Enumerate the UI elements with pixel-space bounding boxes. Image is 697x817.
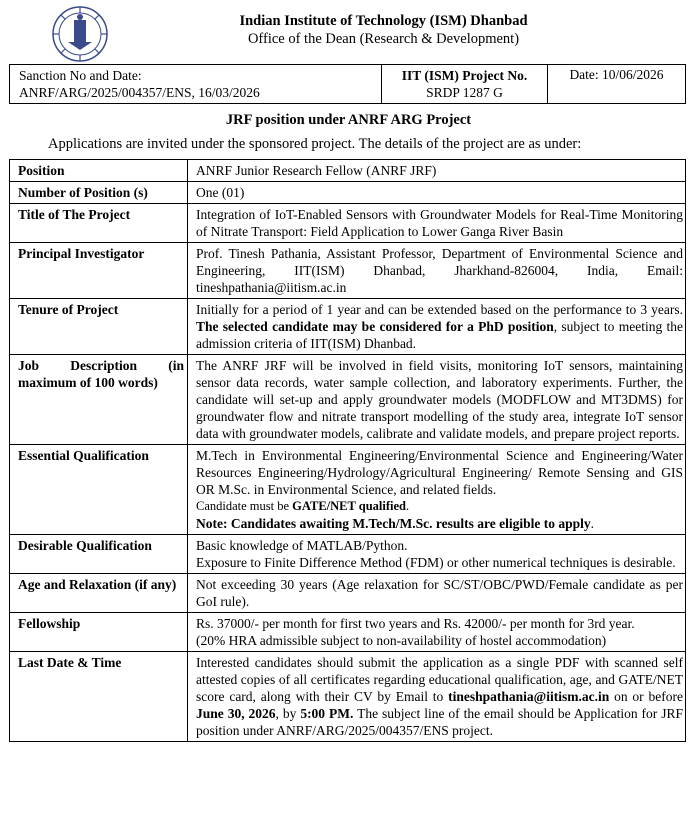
details-table bbox=[9, 159, 686, 742]
gate-prefix: Candidate must be bbox=[196, 499, 293, 513]
desirable-line-1: Basic knowledge of MATLAB/Python. bbox=[196, 538, 408, 553]
tenure-text: Initially for a period of 1 year and can be extended based on the performance to 3 years. bbox=[196, 302, 683, 317]
row-label: Last Date & Time bbox=[10, 652, 188, 742]
row-value bbox=[188, 613, 686, 652]
project-cell bbox=[382, 65, 548, 103]
issue-date: Date: 10/06/2026 bbox=[569, 67, 664, 82]
institute-name: Indian Institute of Technology (ISM) Dhanbad bbox=[239, 13, 528, 29]
project-number: SRDP 1287 G bbox=[426, 85, 503, 100]
table-row bbox=[10, 182, 686, 204]
row-label: Job Description (in maximum of 100 words) bbox=[10, 355, 188, 445]
sanction-box bbox=[9, 64, 686, 104]
project-label: IIT (ISM) Project No. bbox=[401, 68, 528, 83]
by-text: , by bbox=[275, 706, 301, 721]
awaiting-note bbox=[196, 515, 683, 532]
table-row bbox=[10, 535, 686, 574]
apply-instructions: Interested candidates should submit the application as a single PDF with scanned self attested copies of all certificates regarding educational qualification, age, and GATE/NET score card, along with their CV by Email to bbox=[196, 655, 683, 704]
office-name: Office of the Dean (Research & Development) bbox=[247, 31, 520, 47]
row-label: Tenure of Project bbox=[10, 299, 188, 355]
table-row bbox=[10, 299, 686, 355]
desirable-line-2: Exposure to Finite Difference Method (FDM) or other numerical techniques is desirable. bbox=[196, 555, 676, 570]
row-value: Integration of IoT-Enabled Sensors with Groundwater Models for Real-Time Monitoring of Nitrate Transport: Field Application to Lower Ganga River Basin bbox=[188, 204, 686, 243]
intro-text: Applications are invited under the sponsored project. The details of the project are as under: bbox=[48, 136, 582, 152]
fellowship-amount: Rs. 37000/- per month for first two years and Rs. 42000/- per month for 3rd year. bbox=[196, 616, 635, 631]
contact-email[interactable]: tineshpathania@iitism.ac.in bbox=[448, 689, 610, 704]
row-value bbox=[188, 299, 686, 355]
row-value: One (01) bbox=[188, 182, 686, 204]
awaiting-note-end: . bbox=[590, 516, 594, 531]
pi-text: Prof. Tinesh Pathania, Assistant Professor, Department of Environmental Science and Engineering, IIT(ISM) Dhanbad, Jharkhand-826004, India, Email: tineshpathania@iitism.ac.in bbox=[196, 246, 683, 295]
row-value: The ANRF JRF will be involved in field visits, monitoring IoT sensors, maintaining sensor data records, water sample collection, and laboratory experiments. Further, the candidate will set-up and apply groundwater models (MODFLOW and MT3DMS) for groundwater flow and nitrate transport modelling of the study area, integrate IoT sensor data with groundwater models, calibrate and validate models, and prepare project reports. bbox=[188, 355, 686, 445]
row-value bbox=[188, 445, 686, 535]
row-value: ANRF Junior Research Fellow (ANRF JRF) bbox=[188, 160, 686, 182]
row-value bbox=[188, 535, 686, 574]
table-row bbox=[10, 574, 686, 613]
awaiting-note-text: Note: Candidates awaiting M.Tech/M.Sc. results are eligible to apply bbox=[196, 516, 591, 531]
gate-suffix: . bbox=[405, 499, 410, 513]
before-text: on or before bbox=[609, 689, 683, 704]
document-title: JRF position under ANRF ARG Project bbox=[225, 112, 472, 128]
table-row bbox=[10, 204, 686, 243]
row-value: Not exceeding 30 years (Age relaxation for SC/ST/OBC/PWD/Female candidate as per GoI rule). bbox=[188, 574, 686, 613]
row-label: Essential Qualification bbox=[10, 445, 188, 535]
table-row bbox=[10, 355, 686, 445]
row-label: Position bbox=[10, 160, 188, 182]
row-label: Number of Position (s) bbox=[10, 182, 188, 204]
gate-qualified: GATE/NET qualified bbox=[292, 499, 406, 513]
phd-note: The selected candidate may be considered for a PhD position bbox=[196, 319, 554, 334]
deadline-date: June 30, 2026 bbox=[196, 706, 276, 721]
row-value bbox=[188, 243, 686, 299]
table-row bbox=[10, 243, 686, 299]
hra-note: (20% HRA admissible subject to non-availability of hostel accommodation) bbox=[196, 633, 607, 648]
letterhead bbox=[0, 0, 697, 64]
subject-line-text: The subject line of the email should be Application for JRF position under ANRF/ARG/2025/004357/ENS project. bbox=[196, 706, 684, 738]
table-row bbox=[10, 652, 686, 742]
essential-degrees: M.Tech in Environmental Engineering/Environmental Science and Engineering/Water Resources Engineering/Hydrology/Agricultural Engineering/ Remote Sensing and GIS OR M.Sc. in Environmental Science, and related fields. bbox=[196, 448, 683, 497]
row-value bbox=[188, 652, 686, 742]
sanction-value: ANRF/ARG/2025/004357/ENS, 16/03/2026 bbox=[19, 85, 260, 100]
table-row bbox=[10, 613, 686, 652]
tenure-text-end: , subject to meeting the admission criteria of IIT(ISM) Dhanbad. bbox=[196, 319, 683, 351]
table-row bbox=[10, 160, 686, 182]
gate-requirement bbox=[196, 498, 683, 515]
sanction-cell bbox=[10, 65, 382, 103]
row-label: Principal Investigator bbox=[10, 243, 188, 299]
row-label: Desirable Qualification bbox=[10, 535, 188, 574]
table-row bbox=[10, 445, 686, 535]
sanction-label: Sanction No and Date: bbox=[19, 68, 142, 83]
row-label: Age and Relaxation (if any) bbox=[10, 574, 188, 613]
row-label: Title of The Project bbox=[10, 204, 188, 243]
date-cell bbox=[548, 65, 685, 103]
deadline-time: 5:00 PM. bbox=[300, 706, 354, 721]
row-label: Fellowship bbox=[10, 613, 188, 652]
